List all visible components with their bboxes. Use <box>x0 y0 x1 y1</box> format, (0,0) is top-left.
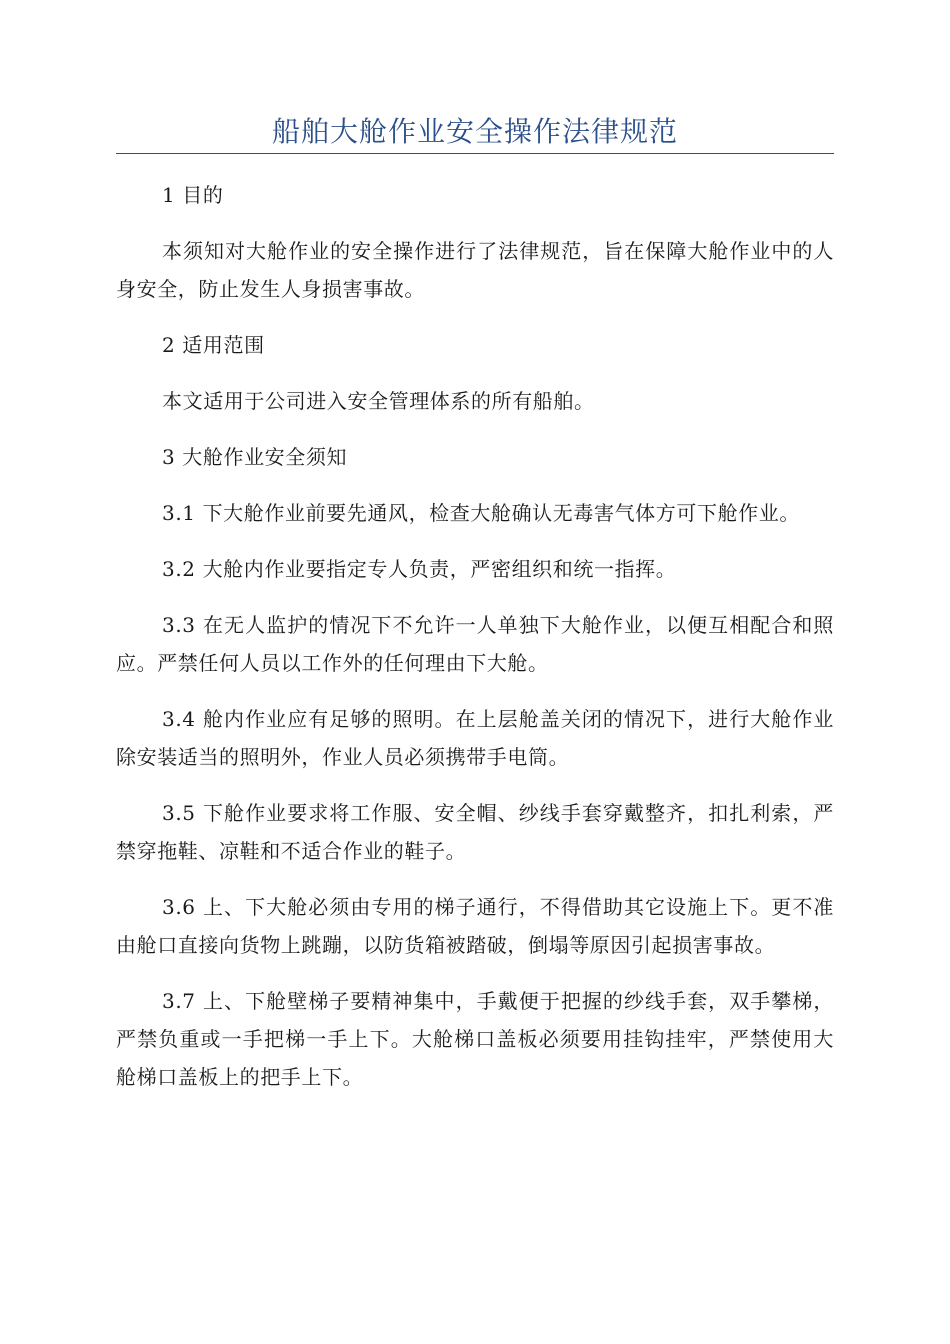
paragraph-purpose: 本须知对大舱作业的安全操作进行了法律规范，旨在保障大舱作业中的人身安全，防止发生人身损害事故。 <box>116 239 834 301</box>
paragraph-scope: 本文适用于公司进入安全管理体系的所有船舶。 <box>162 389 595 413</box>
section-heading-purpose: 1 目的 <box>162 183 224 207</box>
document-title: 船舶大舱作业安全操作法律规范 <box>271 115 678 148</box>
clause-3-4: 3.4 舱内作业应有足够的照明。在上层舱盖关闭的情况下，进行大舱作业除安装适当的照明外，作业人员必须携带手电筒。 <box>116 707 834 769</box>
document-body <box>116 176 834 1114</box>
section-heading-safety: 3 大舱作业安全须知 <box>162 445 348 469</box>
title-underline <box>116 153 834 154</box>
clause-3-3: 3.3 在无人监护的情况下不允许一人单独下大舱作业，以便互相配合和照应。严禁任何人员以工作外的任何理由下大舱。 <box>116 613 834 675</box>
section-heading-scope: 2 适用范围 <box>162 333 265 357</box>
clause-3-7: 3.7 上、下舱壁梯子要精神集中，手戴便于把握的纱线手套，双手攀梯，严禁负重或一手把梯一手上下。大舱梯口盖板必须要用挂钩挂牢，严禁使用大舱梯口盖板上的把手上下。 <box>116 989 834 1089</box>
clause-3-6: 3.6 上、下大舱必须由专用的梯子通行，不得借助其它设施上下。更不准由舱口直接向货物上跳蹦，以防货箱被踏破，倒塌等原因引起损害事故。 <box>116 895 834 957</box>
clause-3-5: 3.5 下舱作业要求将工作服、安全帽、纱线手套穿戴整齐，扣扎利索，严禁穿拖鞋、凉鞋和不适合作业的鞋子。 <box>116 801 834 863</box>
clause-3-1: 3.1 下大舱作业前要先通风，检查大舱确认无毒害气体方可下舱作业。 <box>162 501 800 525</box>
clause-3-2: 3.2 大舱内作业要指定专人负责，严密组织和统一指挥。 <box>162 557 677 581</box>
